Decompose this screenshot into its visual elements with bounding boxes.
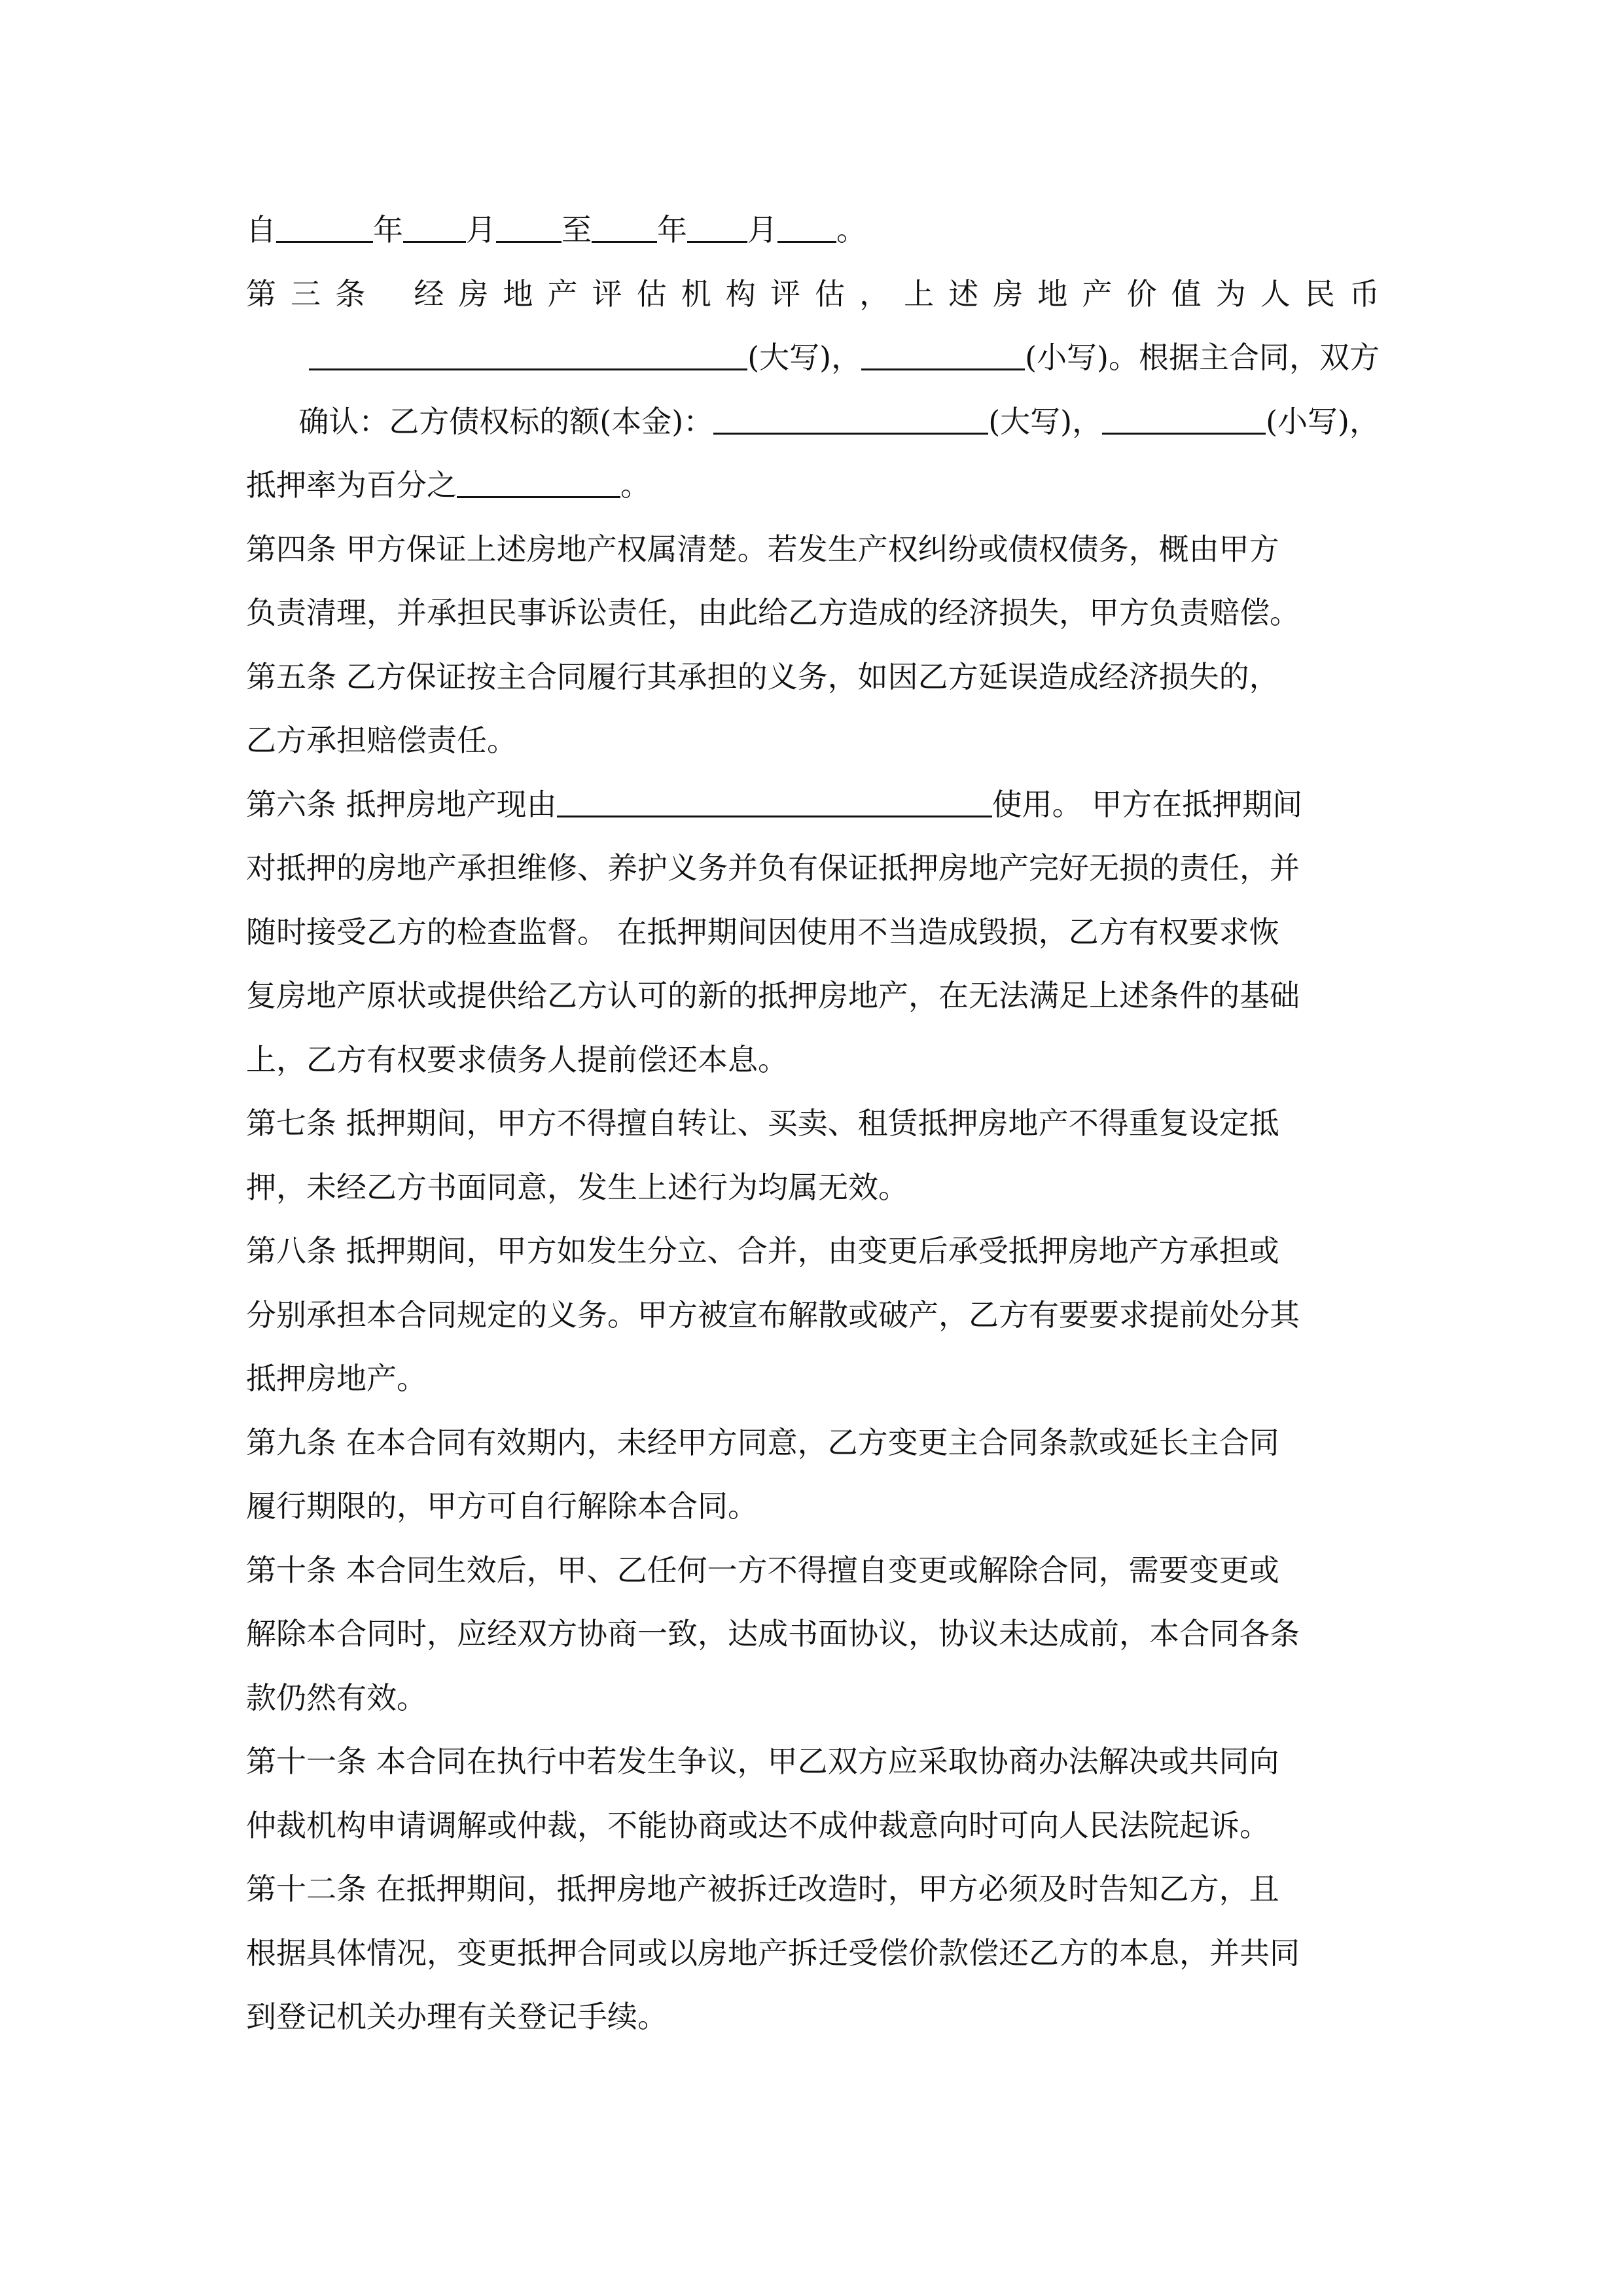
blank-value-lowercase[interactable]: [861, 336, 1025, 370]
char: 估: [815, 276, 846, 312]
article-4-line-2: 负责清理，并承担民事诉讼责任，由此给乙方造成的经济损失，甲方负责赔偿。: [246, 595, 1300, 630]
blank-property-user[interactable]: [557, 783, 992, 817]
contract-text: [246, 198, 1380, 2049]
blank-principal-lowercase[interactable]: [1102, 400, 1266, 435]
char: 第: [246, 276, 276, 312]
uppercase-label-2: (大写)，: [988, 403, 1103, 439]
char: 经: [414, 276, 444, 312]
blank-from-day[interactable]: [496, 208, 562, 243]
char: 评: [592, 276, 622, 312]
article-6-line-2: 对抵押的房地产承担维修、养护义务并负有保证抵押房地产完好无损的责任，并: [246, 850, 1300, 886]
article-6-prefix: 第六条 抵押房地产现由: [246, 786, 557, 822]
blank-mortgage-rate[interactable]: [457, 463, 620, 498]
article-10-line-3: 款仍然有效。: [246, 1679, 427, 1715]
principal-label: 确认：乙方债权标的额(本金)：: [298, 403, 714, 439]
date-from-label: 自: [246, 212, 276, 247]
article-8-line-1: 第八条 抵押期间，甲方如发生分立、合并，由变更后承受抵押房地产方承担或: [246, 1233, 1279, 1268]
date-year-label: 年: [373, 212, 403, 247]
article-3-line-4: [246, 454, 1380, 518]
char: 为: [1215, 276, 1246, 312]
char: 述: [948, 276, 979, 312]
lowercase-label: (小写)。根据主合同，双方: [1025, 340, 1380, 375]
blank-from-month[interactable]: [403, 208, 466, 243]
article-12-line-1: 第十二条 在抵押期间，抵押房地产被拆迁改造时，甲方必须及时告知乙方，且: [246, 1871, 1279, 1907]
article-10-line-1: 第十条 本合同生效后，甲、乙任何一方不得擅自变更或解除合同，需要变更或: [246, 1552, 1279, 1588]
article-12-line-3: 到登记机关办理有关登记手续。: [246, 1999, 668, 2034]
lowercase-label-2: (小写)，: [1266, 403, 1380, 439]
blank-from-year[interactable]: [276, 208, 373, 243]
char: 估: [636, 276, 667, 312]
article-6-line-1: [246, 773, 1380, 837]
char: 上: [904, 276, 935, 312]
char: 三: [291, 276, 321, 312]
blank-principal-uppercase[interactable]: [713, 400, 988, 435]
article-3-line-3: [246, 390, 1380, 454]
char: 地: [503, 276, 533, 312]
date-year-label-2: 年: [657, 212, 687, 247]
article-5-line-2: 乙方承担赔偿责任。: [246, 723, 517, 758]
spacer: [380, 262, 399, 327]
char: 人: [1260, 276, 1291, 312]
article-3-line-2: [246, 326, 1380, 390]
char: 房: [993, 276, 1024, 312]
char: 构: [725, 276, 756, 312]
blank-to-day[interactable]: [777, 208, 836, 243]
article-3-line-1: [246, 262, 1380, 327]
char: 民: [1304, 276, 1335, 312]
char: 产: [1082, 276, 1113, 312]
article-5-line-1: 第五条 乙方保证按主合同履行其承担的义务，如因乙方延误造成经济损失的，: [246, 658, 1279, 694]
blank-to-year[interactable]: [592, 208, 657, 243]
char: 房: [458, 276, 489, 312]
uppercase-label: (大写)，: [747, 340, 862, 375]
date-range-line: [246, 198, 1380, 262]
article-10-line-2: 解除本合同时，应经双方协商一致，达成书面协议，协议未达成前，本合同各条: [246, 1616, 1300, 1651]
article-4-line-1: 第四条 甲方保证上述房地产权属清楚。若发生产权纠纷或债权债务，概由甲方: [246, 531, 1279, 567]
article-9-line-1: 第九条 在本合同有效期内，未经甲方同意，乙方变更主合同条款或延长主合同: [246, 1424, 1279, 1460]
article-12-line-2: 根据具体情况，变更抵押合同或以房地产拆迁受偿价款偿还乙方的本息，并共同: [246, 1935, 1300, 1971]
article-11-line-2: 仲裁机构申请调解或仲裁，不能协商或达不成仲裁意向时可向人民法院起诉。: [246, 1807, 1270, 1843]
article-6-line-3: 随时接受乙方的检查监督。 在抵押期间因使用不当造成毁损，乙方有权要求恢: [246, 914, 1279, 950]
date-end-punct: 。: [836, 212, 866, 247]
char: 产: [547, 276, 578, 312]
char: 条: [335, 276, 366, 312]
article-11-line-1: 第十一条 本合同在执行中若发生争议，甲乙双方应采取协商办法解决或共同向: [246, 1744, 1279, 1779]
blank-to-month[interactable]: [687, 208, 747, 243]
article-7-line-1: 第七条 抵押期间，甲方不得擅自转让、买卖、租赁抵押房地产不得重复设定抵: [246, 1105, 1279, 1141]
char: 机: [681, 276, 711, 312]
char: 价: [1126, 276, 1157, 312]
article-7-line-2: 押，未经乙方书面同意，发生上述行为均属无效。: [246, 1169, 908, 1205]
char: 值: [1171, 276, 1202, 312]
article-6-suffix: 使用。 甲方在抵押期间: [991, 786, 1303, 822]
date-to-label: 至: [562, 212, 592, 247]
article-8-line-2: 分别承担本合同规定的义务。甲方被宣布解散或破产，乙方有要要求提前处分其: [246, 1297, 1300, 1333]
article-9-line-2: 履行期限的，甲方可自行解除本合同。: [246, 1488, 758, 1524]
article-8-line-3: 抵押房地产。: [246, 1361, 427, 1396]
mortgage-rate-label: 抵押率为百分之: [246, 467, 457, 503]
char: 评: [770, 276, 800, 312]
char: ，: [859, 276, 890, 312]
blank-value-uppercase[interactable]: [309, 336, 747, 370]
end-punct: 。: [620, 467, 651, 503]
char: 地: [1037, 276, 1068, 312]
article-6-line-4: 复房地产原状或提供给乙方认可的新的抵押房地产，在无法满足上述条件的基础: [246, 978, 1300, 1013]
article-6-line-5: 上，乙方有权要求债务人提前偿还本息。: [246, 1041, 788, 1077]
char: 币: [1349, 276, 1380, 312]
date-month-label: 月: [466, 212, 496, 247]
date-month-label-2: 月: [747, 212, 777, 247]
